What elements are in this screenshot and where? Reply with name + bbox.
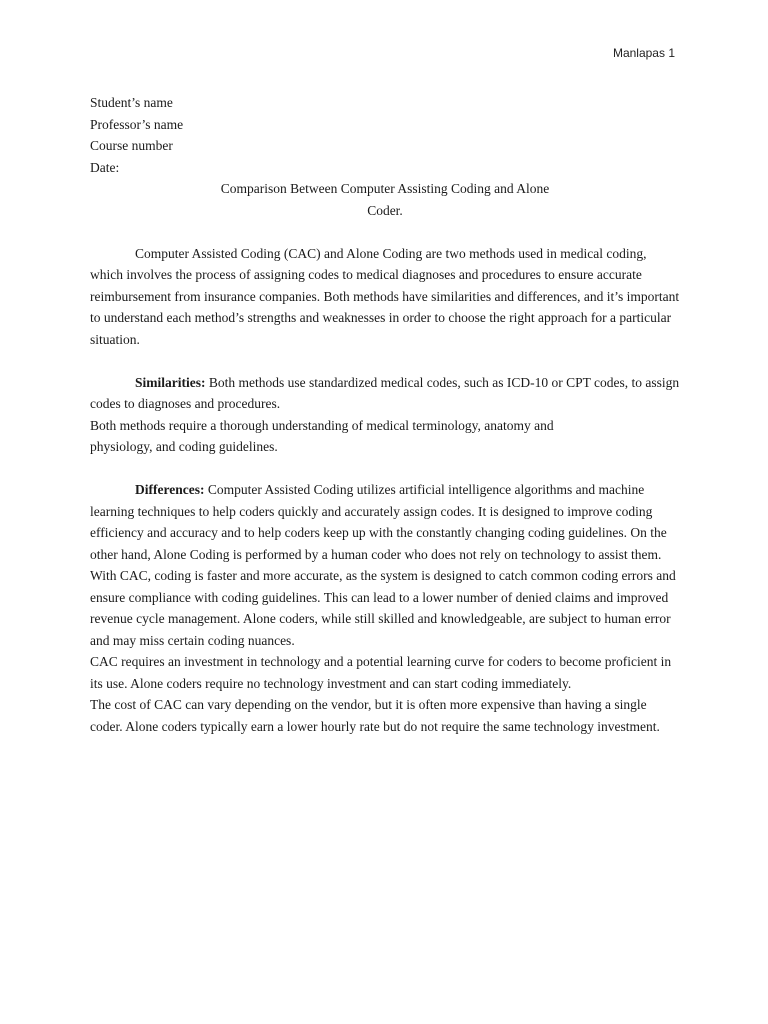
similarities-paragraph [90,372,680,415]
professor-name: Professor’s name [90,116,184,132]
similarities-line-2a: Both methods require a thorough understanding of medical terminology, anatomy and [90,417,554,433]
course-number: Course number [90,138,173,153]
title-line-2: Coder. [367,202,403,218]
differences-paragraph-3: CAC requires an investment in technology and a potential learning curve for coders to become proficient in its use. Alone coders require no technology investment and can start coding immediately. [90,654,672,691]
differences-paragraph-4: The cost of CAC can vary depending on the vendor, but it is often more expensive than having a single coder. Alone coders typically earn a lower hourly rate but do not require the same technology investment. [90,697,660,734]
student-name: Student’s name [90,95,173,110]
document-body [90,92,680,737]
title-line-1: Comparison Between Computer Assisting Coding and Alone [220,181,550,196]
similarities-text: Both methods use standardized medical codes, such as ICD-10 or CPT codes, to assign codes to diagnoses and procedures. [90,374,680,411]
similarities-label: Similarities: [135,374,206,390]
running-head: Manlapas 1 [612,46,675,60]
document-title [90,178,680,221]
differences-paragraph [90,479,680,565]
similarities-line-2b: physiology, and coding guidelines. [90,439,278,454]
heading-block [90,92,680,178]
differences-paragraph-2: With CAC, coding is faster and more accurate, as the system is designed to catch common coding errors and ensure compliance with coding guidelines. This can lead to a lower number of denied claims and improved revenue cycle management. Alone coders, while still skilled and knowledgeable, are subject to human error and may miss certain coding nuances. [90,568,676,648]
differences-text: Computer Assisted Coding utilizes artificial intelligence algorithms and machine learning techniques to help coders quickly and accurately assign codes. It is designed to improve coding efficiency and accuracy and to help coders keep up with the constantly changing coding guidelines. On the other hand, Alone Coding is performed by a human coder who does not rely on technology to assist them. [90,482,667,562]
date-line: Date: [90,159,120,175]
intro-paragraph: Computer Assisted Coding (CAC) and Alone Coding are two methods used in medical coding, which involves the process of assigning codes to medical diagnoses and procedures to ensure accurate reimbursement from insurance companies. Both methods have similarities and differences, and it’s important to understand each method’s strengths and weaknesses in order to choose the right approach for a particular situation. [90,245,680,347]
differences-label: Differences: [135,482,205,497]
